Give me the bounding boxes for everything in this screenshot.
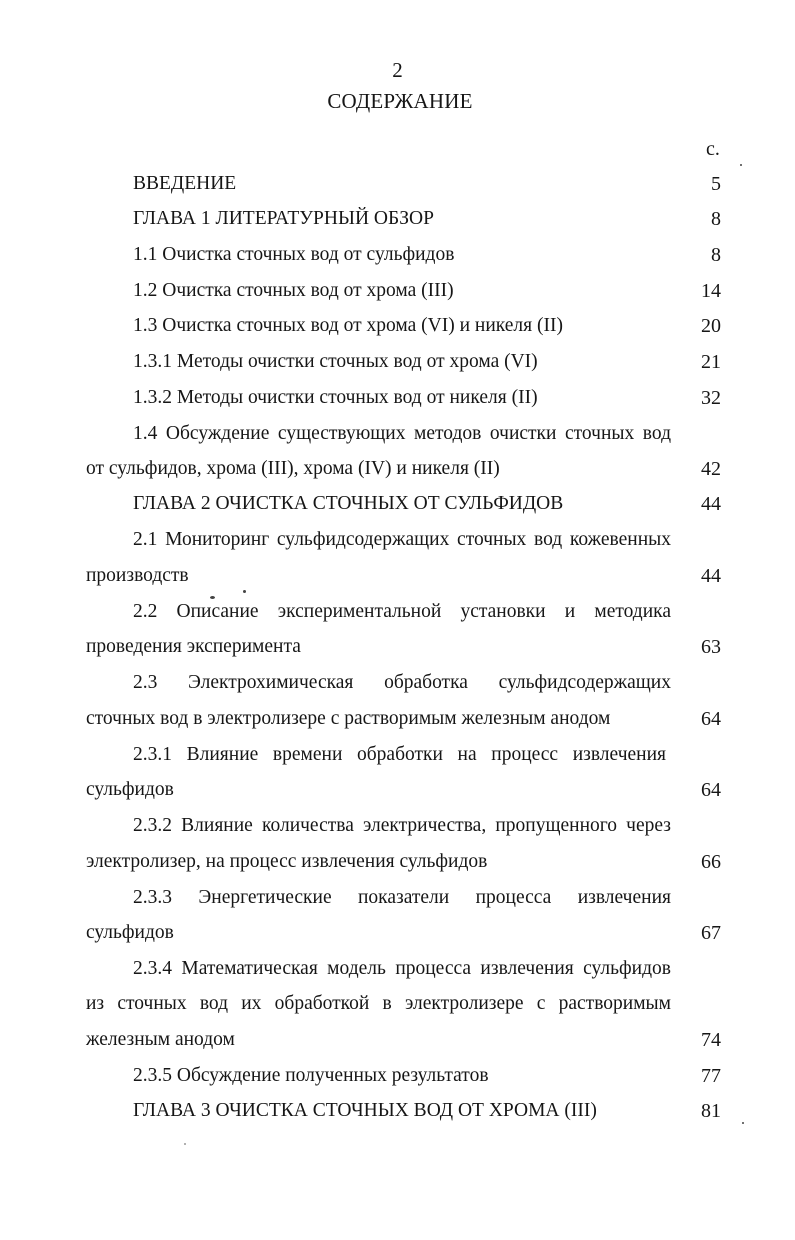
toc-entry-2-3-1-line-2: сульфидов — [86, 779, 174, 800]
toc-entry-2-3-5: 2.3.5 Обсуждение полученных результатов — [133, 1065, 489, 1086]
toc-entry-2-1-line-2: производств — [86, 565, 189, 586]
toc-entry-1-2: 1.2 Очистка сточных вод от хрома (III) — [133, 280, 454, 301]
toc-page-1-1: 8 — [711, 244, 721, 266]
scan-speck — [184, 1143, 186, 1145]
toc-entry-2-2-line-2: проведения эксперимента — [86, 636, 301, 657]
toc-page-intro: 5 — [711, 173, 721, 195]
toc-page-2-3-4: 74 — [701, 1029, 721, 1051]
toc-entry-1-3-1: 1.3.1 Методы очистки сточных вод от хрома (VI) — [133, 351, 538, 372]
scan-speck — [740, 164, 742, 166]
toc-page-1-3-2: 32 — [701, 387, 721, 409]
toc-entry-2-2-line-1: 2.2 Описание экспериментальной установки и методика — [133, 601, 671, 622]
toc-entry-2-3-line-2: сточных вод в электролизере с растворимым железным анодом — [86, 708, 611, 729]
toc-page-2-3-1: 64 — [701, 779, 721, 801]
toc-page-chapter-3: 81 — [701, 1100, 721, 1122]
toc-entry-1-4-line-2: от сульфидов, хрома (III), хрома (IV) и никеля (II) — [86, 458, 500, 479]
page-title: СОДЕРЖАНИЕ — [327, 89, 473, 113]
toc-entry-2-3-2-line-2: электролизер, на процесс извлечения сульфидов — [86, 851, 488, 872]
toc-entry-2-3-line-1: 2.3 Электрохимическая обработка сульфидсодержащих — [133, 672, 671, 693]
toc-page-1-3: 20 — [701, 315, 721, 337]
toc-page-2-2: 63 — [701, 636, 721, 658]
toc-page-2-3: 64 — [701, 708, 721, 730]
toc-entry-2-3-4-line-2: из сточных вод их обработкой в электролизере с растворимым — [86, 993, 671, 1014]
toc-entry-intro: ВВЕДЕНИЕ — [133, 173, 237, 194]
toc-entry-chapter-1: ГЛАВА 1 ЛИТЕРАТУРНЫЙ ОБЗОР — [133, 208, 434, 229]
toc-entry-chapter-3: ГЛАВА 3 ОЧИСТКА СТОЧНЫХ ВОД ОТ ХРОМА (III) — [133, 1100, 597, 1121]
toc-page-chapter-1: 8 — [711, 208, 721, 230]
toc-entry-2-3-4-line-1: 2.3.4 Математическая модель процесса извлечения сульфидов — [133, 958, 671, 979]
scan-speck — [742, 1122, 744, 1124]
page-column-label: с. — [706, 138, 720, 160]
toc-entry-1-3: 1.3 Очистка сточных вод от хрома (VI) и никеля (II) — [133, 315, 563, 336]
toc-entry-1-3-2: 1.3.2 Методы очистки сточных вод от никеля (II) — [133, 387, 538, 408]
toc-page-1-3-1: 21 — [701, 351, 721, 373]
toc-page-2-1: 44 — [701, 565, 721, 587]
scan-speck — [210, 596, 215, 599]
toc-entry-2-3-1-line-1: 2.3.1 Влияние времени обработки на процесс извлечения — [133, 744, 666, 765]
toc-page-1-4: 42 — [701, 458, 721, 480]
toc-entry-2-3-3-line-2: сульфидов — [86, 922, 174, 943]
toc-entry-2-3-2-line-1: 2.3.2 Влияние количества электричества, пропущенного через — [133, 815, 671, 836]
toc-page-2-3-2: 66 — [701, 851, 721, 873]
toc-page-2-3-3: 67 — [701, 922, 721, 944]
toc-entry-2-1-line-1: 2.1 Мониторинг сульфидсодержащих сточных вод кожевенных — [133, 529, 671, 550]
toc-page-1-2: 14 — [701, 280, 721, 302]
scan-speck — [243, 590, 246, 593]
toc-entry-2-3-4-line-3: железным анодом — [86, 1029, 235, 1050]
page-number: 2 — [392, 58, 403, 82]
toc-page-2-3-5: 77 — [701, 1065, 721, 1087]
toc-page-chapter-2: 44 — [701, 493, 721, 515]
toc-entry-chapter-2: ГЛАВА 2 ОЧИСТКА СТОЧНЫХ ОТ СУЛЬФИДОВ — [133, 493, 564, 514]
toc-entry-1-4-line-1: 1.4 Обсуждение существующих методов очистки сточных вод — [133, 423, 671, 444]
toc-entry-2-3-3-line-1: 2.3.3 Энергетические показатели процесса извлечения — [133, 887, 671, 908]
toc-entry-1-1: 1.1 Очистка сточных вод от сульфидов — [133, 244, 455, 265]
